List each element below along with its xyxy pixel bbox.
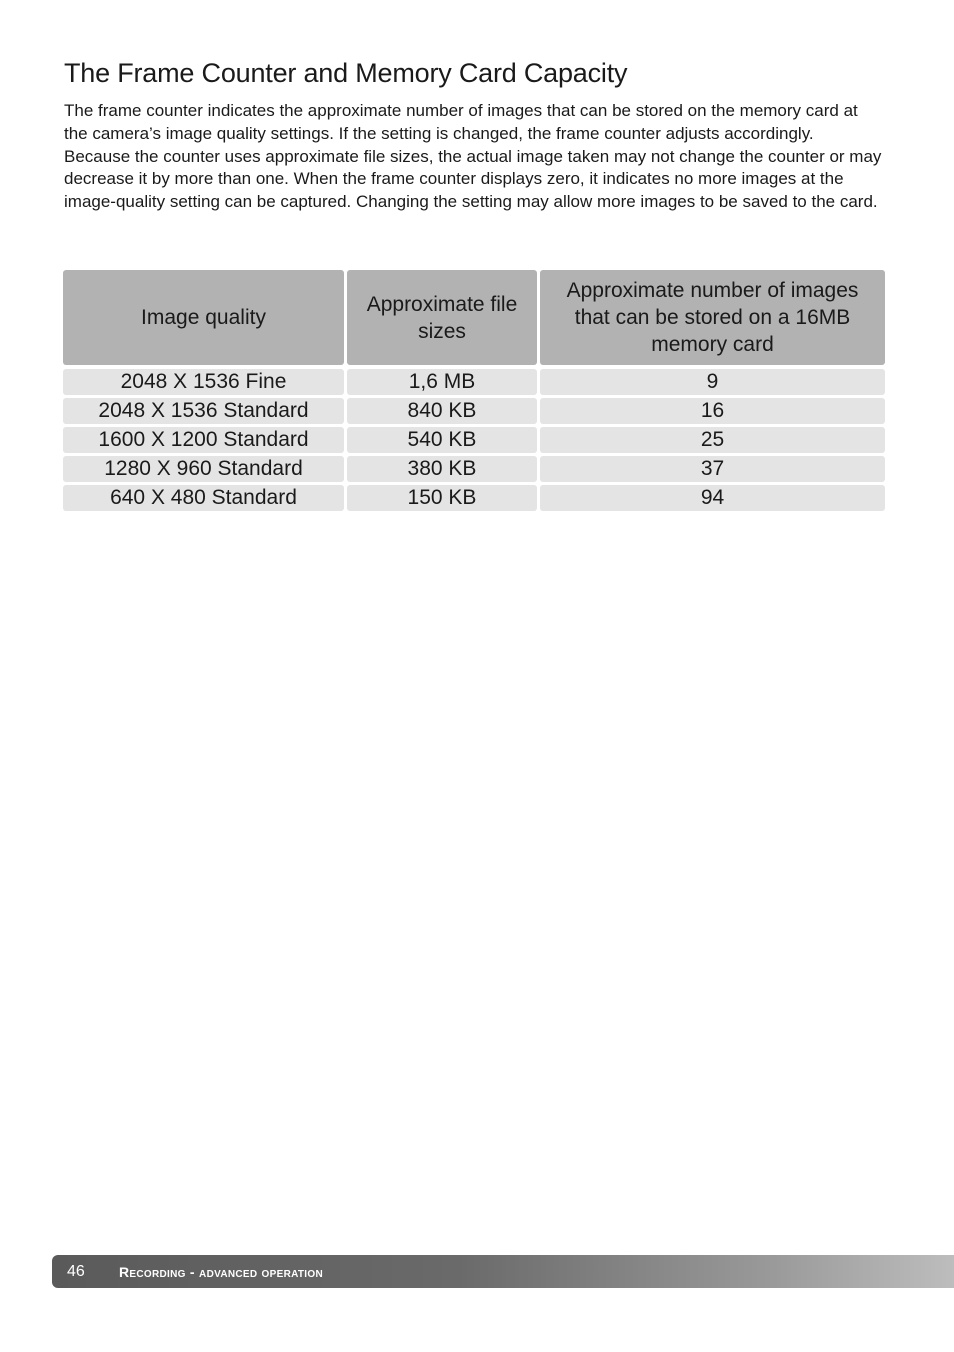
table-row <box>63 369 885 395</box>
table-row <box>63 398 885 424</box>
header-file-size: Approximate file sizes <box>347 270 537 365</box>
cell-file-size: 540 KB <box>347 427 537 453</box>
cell-image-count: 9 <box>540 369 885 395</box>
capacity-table <box>63 270 885 514</box>
table-header-row <box>63 270 885 365</box>
cell-file-size: 150 KB <box>347 485 537 511</box>
cell-image-count: 94 <box>540 485 885 511</box>
cell-image-quality: 1280 X 960 Standard <box>63 456 344 482</box>
intro-paragraph: The frame counter indicates the approximate number of images that can be stored on the memory card at the camera’s image quality settings. If the setting is changed, the frame counter adjusts accordingly. Because the counter uses approximate file sizes, the actual image taken may not change the counter or may decrease it by more than one. When the frame counter displays zero, it indicates no more images at the image-quality setting can be captured. Changing the setting may allow more images to be saved to the card. <box>64 101 882 212</box>
cell-image-quality: 1600 X 1200 Standard <box>63 427 344 453</box>
table-row <box>63 427 885 453</box>
cell-file-size: 840 KB <box>347 398 537 424</box>
cell-image-count: 37 <box>540 456 885 482</box>
cell-file-size: 380 KB <box>347 456 537 482</box>
header-image-count: Approximate number of images that can be stored on a 16MB memory card <box>540 270 885 365</box>
page-number: 46 <box>67 1262 85 1280</box>
cell-image-quality: 2048 X 1536 Standard <box>63 398 344 424</box>
header-image-quality: Image quality <box>63 270 344 365</box>
cell-file-size: 1,6 MB <box>347 369 537 395</box>
table-row <box>63 456 885 482</box>
cell-image-count: 16 <box>540 398 885 424</box>
table-row <box>63 485 885 511</box>
section-title: Recording - advanced operation <box>119 1263 323 1280</box>
cell-image-quality: 640 X 480 Standard <box>63 485 344 511</box>
cell-image-count: 25 <box>540 427 885 453</box>
cell-image-quality: 2048 X 1536 Fine <box>63 369 344 395</box>
page-title: The Frame Counter and Memory Card Capacity <box>64 58 628 88</box>
footer-bar <box>52 1255 954 1288</box>
